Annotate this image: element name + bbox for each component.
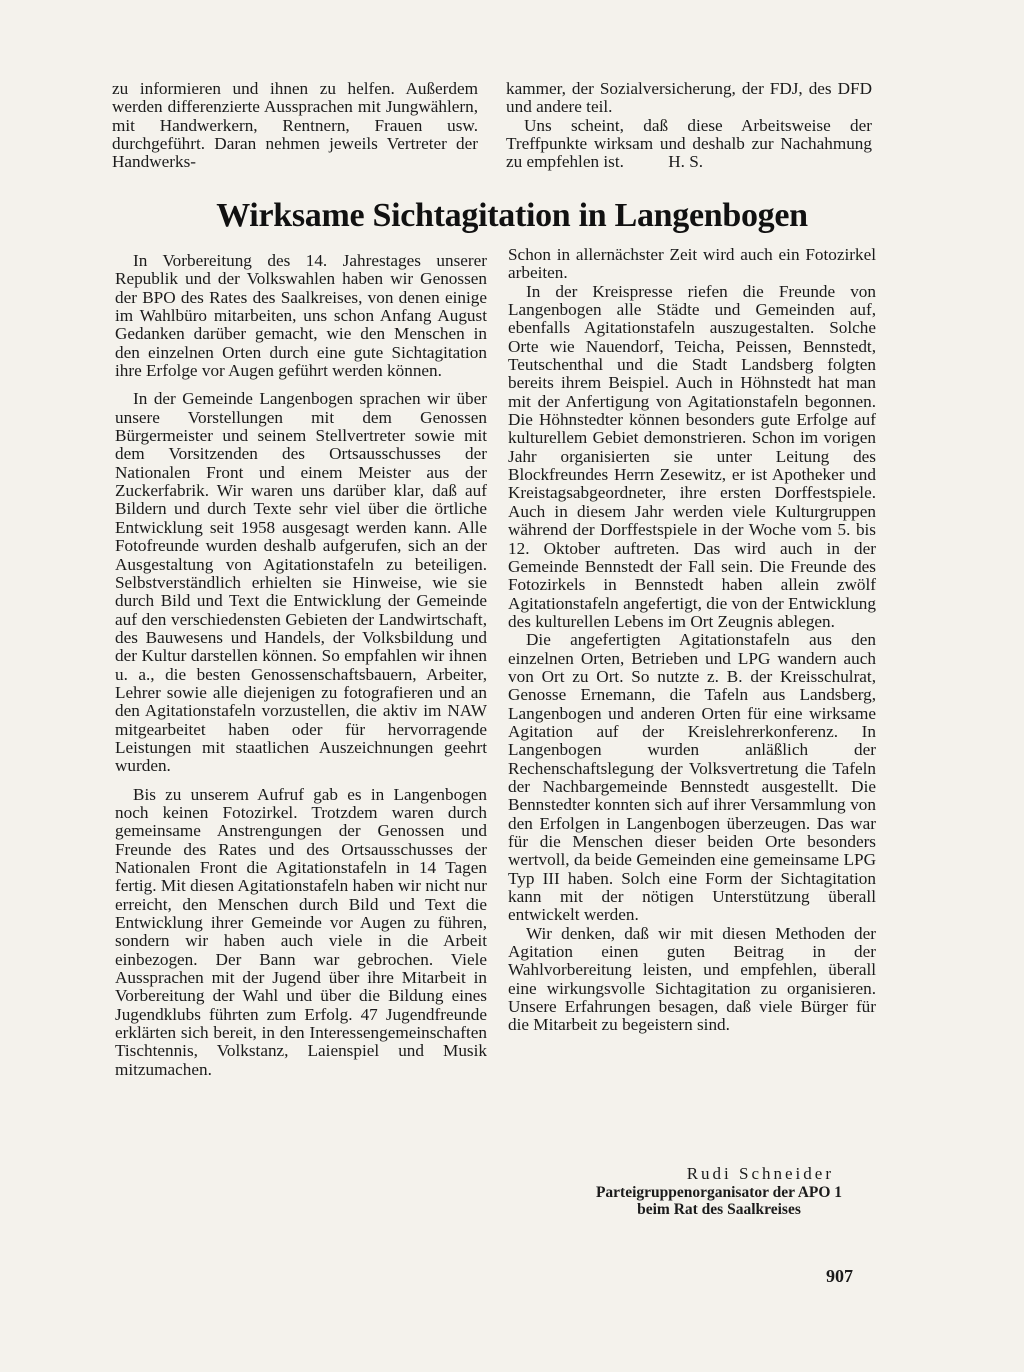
author-name: Rudi Schneider (686, 1164, 834, 1183)
paragraph: In Vorbereitung des 14. Jahrestages unserer Republik und der Volkswahlen haben wir Genossen der BPO des Rates des Saalkreises, von denen einige im Wahlbüro mitarbeiten, uns schon Anfang August Gedanken darüber gemacht, wie den Menschen in den einzelnen Orten durch eine gute Sichtagitation ihre Erfolge vor Augen geführt werden können. (115, 251, 487, 381)
paragraph: Die angefertigten Agitationstafeln aus den einzelnen Orten, Betrieben und LPG wandern auch von Ort zu Ort. So nutzte z. B. der Kreisschulrat, Genosse Ernemann, die Tafeln aus Landsberg, Langenbogen und anderen Orten für eine wirksame Agitation auf der Kreislehrerkonferenz. In Langenbogen wurden anläßlich der Rechenschaftslegung der Volksvertretung die Tafeln der Nachbargemeinde Bennstedt ausgestellt. Die Bennstedter konnten sich auf ihrer Versammlung von den Erfolgen in Langenbogen überzeugen. Das war für die Menschen dieser beiden Orte besonders wertvoll, da beide Gemeinden eine gemeinsame LPG Typ III haben. Solch eine Form der Sichtagitation kann mit der nötigen Unterstützung überall entwickelt werden. (508, 630, 876, 925)
author-title-line: Parteigruppenorganisator der APO 1 (595, 1184, 843, 1201)
paragraph: Schon in allernächster Zeit wird auch ein Fotozirkel arbeiten. (508, 245, 876, 283)
paragraph: In der Kreispresse riefen die Freunde von Langenbogen alle Städte und Gemeinden auf, ebenfalls Agitationstafeln auszugestalten. Solche Orte wie Nauendorf, Teicha, Peissen, Bennstedt, Teutschenthal und die Stadt Landsberg folgten bereits ihrem Beispiel. Auch in Höhnstedt hat man mit der Anfertigung von Agitationstafeln begonnen. Die Höhnstedter können besonders gute Erfolge auf kulturellem Gebiet demonstrieren. Schon im vorigen Jahr organisierten sie unter Leitung des Blockfreundes Herrn Zesewitz, er ist Apotheker und Kreistagsabgeordneter, ihre ersten Dorffestspiele. Auch in diesem Jahr werden viele Kulturgruppen während der Dorffestspiele in der Woche vom 5. bis 12. Oktober auftreten. Das wird auch in der Gemeinde Bennstedt der Fall sein. Die Freunde des Fotozirkels in Bennstedt haben allein zwölf Agitationstafeln angefertigt, die von der Entwicklung des kulturellen Lebens im Ort Zeugnis ablegen. (508, 281, 876, 631)
article-left-column (115, 252, 487, 1079)
paragraph: Wir denken, daß wir mit diesen Methoden der Agitation einen guten Beitrag in der Wahlvorbereitung leisten, und empfehlen, überall eine wirkungsvolle Sichtagitation zu organisieren. Unsere Erfahrungen besagen, daß viele Bürger für die Mitarbeit zu begeistern sind. (508, 923, 876, 1035)
article-headline: Wirksame Sichtagitation in Langenbogen (216, 197, 808, 234)
previous-article-right-column (506, 80, 872, 172)
article-right-column (508, 246, 876, 1035)
author-title-line: beim Rat des Saalkreises (637, 1201, 801, 1218)
paragraph-text: Uns scheint, daß diese Arbeitsweise der Treffpunkte wirksam und deshalb zur Nachahmung zu empfehlen ist. (506, 115, 872, 172)
paragraph (506, 117, 872, 172)
page-number: 907 (826, 1266, 853, 1286)
previous-article-left-column (112, 80, 478, 172)
paragraph: In der Gemeinde Langenbogen sprachen wir über unsere Vorstellungen mit dem Genossen Bürgermeister und seinem Stellvertreter sowie mit dem Vorsitzenden des Ortsausschusses der Nationalen Front und einem Meister aus der Zuckerfabrik. Wir waren uns darüber klar, daß auf Bildern und durch Texte sehr viel über die örtliche Entwicklung seit 1958 ausgesagt werden kann. Alle Fotofreunde wurden deshalb aufgerufen, sich an der Ausgestaltung von Agitationstafeln zu beteiligen. Selbstverständlich erhielten sie Hinweise, wie sie durch Bild und Text die Entwicklung der Gemeinde auf den verschiedensten Gebieten der Landwirtschaft, des Bauwesens und Handels, der Volksbildung und der Kultur darstellen können. So empfahlen wir ihnen u. a., die besten Genossenschaftsbauern, Arbeiter, Lehrer sowie alle diejenigen zu fotografieren und an den Agitationstafeln vorzustellen, die aktiv im NAW mitgearbeitet haben oder für hervorragende Leistungen mit staatlichen Auszeichnungen geehrt wurden. (115, 389, 487, 776)
paragraph: zu informieren und ihnen zu helfen. Außerdem werden differenzierte Aussprachen mit Jungwählern, mit Handwerkern, Rentnern, Frauen usw. durchgeführt. Daran nehmen jeweils Vertreter der Handwerks- (112, 79, 478, 172)
paragraph: Bis zu unserem Aufruf gab es in Langenbogen noch keinen Fotozirkel. Trotzdem waren durch gemeinsame Anstrengungen der Genossen und Freunde des Rates und des Ortsausschusses der Nationalen Front die Agitationstafeln in 14 Tagen fertig. Mit diesen Agitationstafeln haben wir nicht nur erreicht, den Menschen durch Bild und Text die Entwicklung ihrer Gemeinde vor Augen zu führen, sondern wir haben auch viele in die Arbeit einbezogen. Der Bann war gebrochen. Viele Aussprachen mit der Jugend über ihre Mitarbeit in Vorbereitung der Wahl und über die Bildung eines Jugendklubs führten zum Erfolg. 47 Jugendfreunde erklärten sich bereit, in den Interessengemeinschaften Tischtennis, Volkstanz, Laienspiel und Musik mitzumachen. (115, 784, 487, 1079)
paragraph: kammer, der Sozialversicherung, der FDJ, des DFD und andere teil. (506, 79, 872, 117)
author-signature (560, 1164, 878, 1218)
author-initials: H. S. (668, 152, 704, 172)
